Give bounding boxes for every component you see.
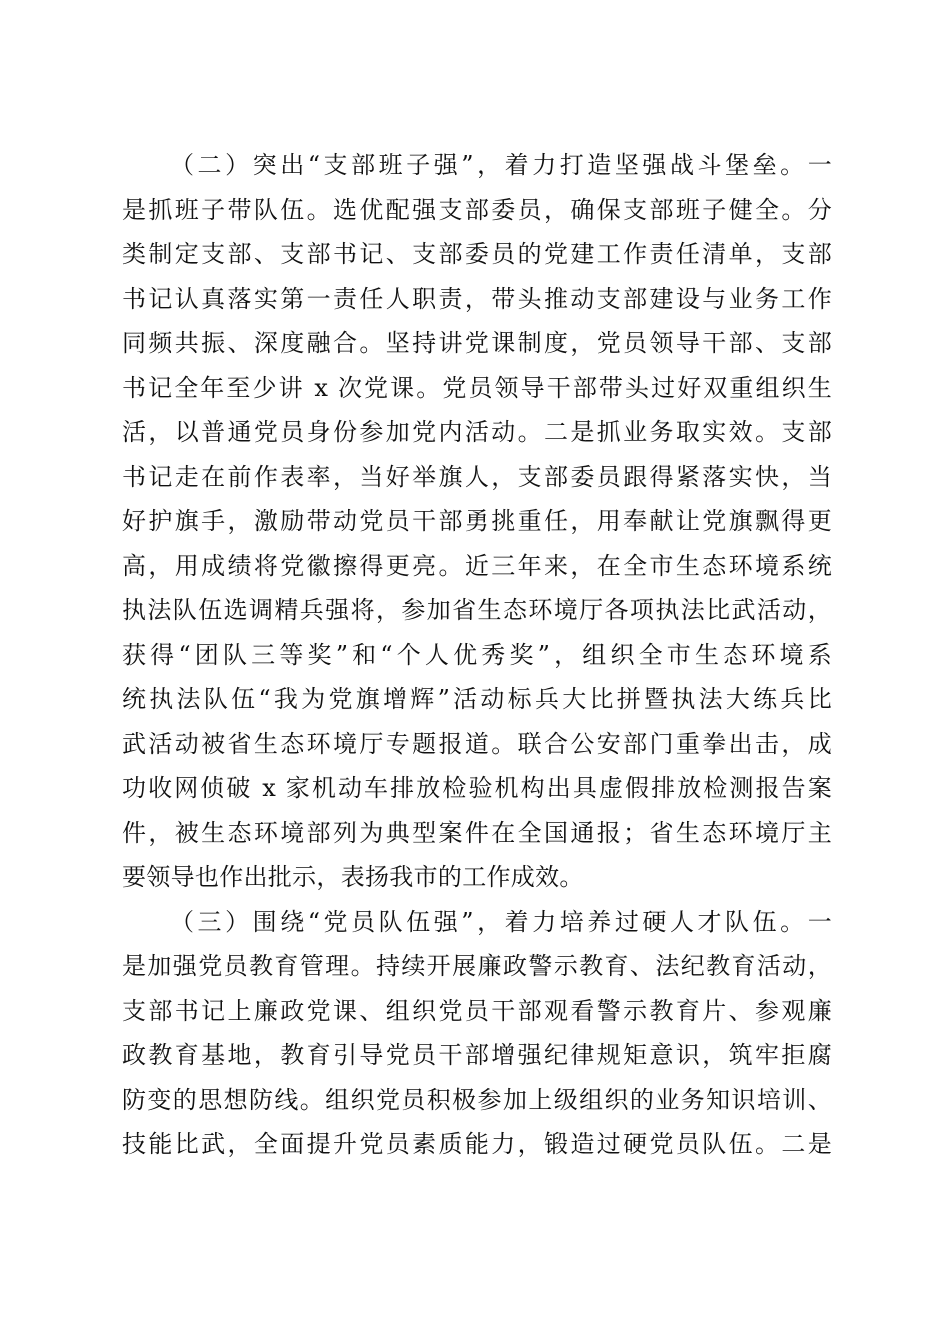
text-line: （三）围绕“党员队伍强”，着力培养过硬人才队伍。一 — [170, 907, 832, 936]
paragraph-section-two — [122, 143, 832, 900]
text-line: 是加强党员教育管理。持续开展廉政警示教育、法纪教育活动， — [122, 952, 832, 980]
body-text — [122, 143, 832, 1167]
text-line: 类制定支部、支部书记、支部委员的党建工作责任清单，支部 — [122, 240, 832, 268]
text-line: 活，以普通党员身份参加党内活动。二是抓业务取实效。支部 — [122, 418, 832, 446]
text-line: 政教育基地，教育引导党员干部增强纪律规矩意识，筑牢拒腐 — [122, 1041, 832, 1069]
text-line: 书记走在前作表率，当好举旗人，支部委员跟得紧落实快，当 — [122, 462, 832, 491]
text-line: （二）突出“支部班子强”，着力打造坚强战斗堡垒。一 — [170, 151, 832, 179]
text-line: 功收网侦破 x 家机动车排放检验机构出具虚假排放检测报告案 — [122, 774, 832, 802]
text-line: 好护旗手，激励带动党员干部勇挑重任，用奉献让党旗飘得更 — [122, 507, 832, 535]
text-line: 同频共振、深度融合。坚持讲党课制度，党员领导干部、支部 — [122, 329, 832, 357]
text-line: 武活动被省生态环境厅专题报道。联合公安部门重拳出击，成 — [122, 729, 832, 758]
text-line: 统执法队伍“我为党旗增辉”活动标兵大比拼暨执法大练兵比 — [122, 685, 832, 713]
text-line: 支部书记上廉政党课、组织党员干部观看警示教育片、参观廉 — [122, 996, 832, 1025]
text-line: 技能比武，全面提升党员素质能力，锻造过硬党员队伍。二是 — [122, 1130, 832, 1158]
text-line: 高，用成绩将党徽擦得更亮。近三年来，在全市生态环境系统 — [122, 551, 832, 580]
text-line: 件，被生态环境部列为典型案件在全国通报；省生态环境厅主 — [122, 818, 832, 847]
text-line: 是抓班子带队伍。选优配强支部委员，确保支部班子健全。分 — [122, 195, 832, 224]
text-line: 获得“团队三等奖”和“个人优秀奖”，组织全市生态环境系 — [122, 640, 832, 669]
text-line: 要领导也作出批示，表扬我市的工作成效。 — [122, 863, 584, 891]
text-line: 执法队伍选调精兵强将，参加省生态环境厅各项执法比武活动， — [122, 596, 832, 624]
text-line: 书记全年至少讲 x 次党课。党员领导干部带头过好双重组织生 — [122, 373, 832, 402]
paragraph-section-three — [122, 900, 832, 1167]
text-line: 防变的思想防线。组织党员积极参加上级组织的业务知识培训、 — [122, 1085, 832, 1114]
text-line: 书记认真落实第一责任人职责，带头推动支部建设与业务工作 — [122, 284, 832, 313]
